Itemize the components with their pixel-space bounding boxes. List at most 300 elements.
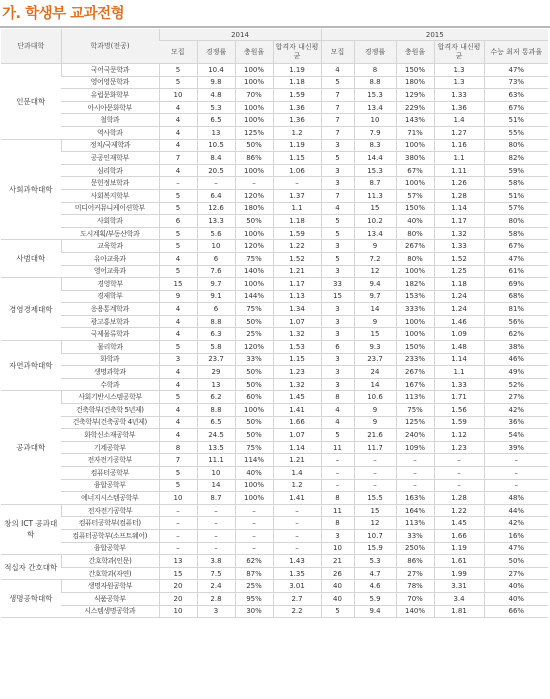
quota-2014: 10 [159,605,197,618]
fill-rate-2014: 100% [235,404,273,417]
quota-2014: 5 [159,479,197,492]
pass-rate-2015: 59% [484,164,548,177]
ratio-2014: 6 [197,303,235,316]
grade-avg-2015: 1.12 [434,429,484,442]
ratio-2015: 21.6 [354,429,396,442]
fill-rate-2015: 240% [396,429,434,442]
grade-avg-2015: 1.81 [434,605,484,618]
quota-2014: 3 [159,353,197,366]
fill-rate-2015: 75% [396,404,434,417]
grade-avg-2015: 1.33 [434,378,484,391]
fill-rate-2014: 95% [235,592,273,605]
quota-2014: – [159,517,197,530]
table-row [1,240,548,253]
fill-rate-2014: 50% [235,139,273,152]
grade-avg-2015: 1.09 [434,328,484,341]
quota-2015: 3 [321,378,354,391]
fill-rate-2014: 70% [235,89,273,102]
table-row [1,542,548,555]
quota-2014: 10 [159,492,197,505]
ratio-2014: 20.5 [197,164,235,177]
quota-2015: 3 [321,315,354,328]
quota-2015: 7 [321,114,354,127]
pass-rate-2015: 47% [484,252,548,265]
fill-rate-2015: 180% [396,76,434,89]
quota-2015: 5 [321,429,354,442]
ratio-2014: 10 [197,240,235,253]
dept-name: 사회기반시스템공학부 [61,391,159,404]
college-name: 인문대학 [1,64,61,140]
ratio-2015: 9 [354,404,396,417]
fill-rate-2014: 144% [235,290,273,303]
pass-rate-2015: 40% [484,580,548,593]
dept-name: 컴퓨터공학부(소프트웨어) [61,529,159,542]
table-row [1,429,548,442]
fill-rate-2014: 50% [235,378,273,391]
pass-rate-2015: 16% [484,529,548,542]
grade-avg-2014: 1.19 [273,139,321,152]
quota-2014: – [159,542,197,555]
fill-rate-2015: 80% [396,252,434,265]
fill-rate-2015: 143% [396,114,434,127]
quota-2014: 4 [159,303,197,316]
fill-rate-2015: 163% [396,492,434,505]
pass-rate-2015: 42% [484,404,548,417]
pass-rate-2015: 82% [484,152,548,165]
quota-2014: – [159,177,197,190]
fill-rate-2014: 25% [235,328,273,341]
pass-rate-2015: 80% [484,139,548,152]
quota-2015: 7 [321,189,354,202]
ratio-2015: 9.4 [354,278,396,291]
quota-2014: – [159,504,197,517]
grade-avg-2014: 1.53 [273,341,321,354]
ratio-2015: 23.7 [354,353,396,366]
grade-avg-2015: 1.1 [434,366,484,379]
table-row [1,454,548,467]
ratio-2014: 13 [197,126,235,139]
dept-name: 건축학부(건축학 5년제) [61,404,159,417]
table-row [1,164,548,177]
grade-avg-2015: – [434,479,484,492]
pass-rate-2015: 52% [484,378,548,391]
ratio-2014: 7.5 [197,567,235,580]
ratio-2015: 15.9 [354,542,396,555]
grade-avg-2015: 1.4 [434,114,484,127]
fill-rate-2014: 125% [235,126,273,139]
ratio-2014: 6.4 [197,189,235,202]
header-year-2014: 2014 [159,29,321,41]
header-2014-ratio: 경쟁률 [197,41,235,64]
pass-rate-2015: 68% [484,290,548,303]
fill-rate-2014: 100% [235,278,273,291]
fill-rate-2015: 164% [396,504,434,517]
ratio-2014: 6.3 [197,328,235,341]
dept-name: 화학과 [61,353,159,366]
quota-2014: 6 [159,215,197,228]
grade-avg-2015: 1.33 [434,240,484,253]
fill-rate-2014: 87% [235,567,273,580]
ratio-2014: 7.6 [197,265,235,278]
pass-rate-2015: 49% [484,366,548,379]
table-row [1,580,548,593]
pass-rate-2015: 47% [484,542,548,555]
page-title: 가. 학생부 교과전형 [2,6,125,22]
fill-rate-2014: 114% [235,454,273,467]
quota-2014: 15 [159,278,197,291]
grade-avg-2015: 1.56 [434,404,484,417]
ratio-2014: 12.6 [197,202,235,215]
table-row [1,252,548,265]
header-2015-fill: 충원율 [396,41,434,64]
college-name: 공과대학 [1,391,61,504]
fill-rate-2014: 75% [235,252,273,265]
grade-avg-2015: 1.48 [434,341,484,354]
ratio-2014: 8.8 [197,404,235,417]
grade-avg-2014: – [273,529,321,542]
college-name: 생명공학대학 [1,580,61,618]
pass-rate-2015: 55% [484,126,548,139]
pass-rate-2015: 39% [484,441,548,454]
ratio-2015: 15.5 [354,492,396,505]
pass-rate-2015: 27% [484,567,548,580]
fill-rate-2014: 100% [235,64,273,77]
ratio-2015: 9.4 [354,605,396,618]
table-row [1,177,548,190]
pass-rate-2015: 58% [484,227,548,240]
pass-rate-2015: – [484,479,548,492]
college-name: 경영경제대학 [1,278,61,341]
grade-avg-2015: 1.66 [434,529,484,542]
ratio-2015: 9.3 [354,341,396,354]
grade-avg-2015: 1.27 [434,126,484,139]
dept-name: 국어국문학과 [61,64,159,77]
dept-name: 미디어커뮤니케이션학부 [61,202,159,215]
fill-rate-2015: 57% [396,189,434,202]
ratio-2015: 15.3 [354,164,396,177]
fill-rate-2014: 50% [235,215,273,228]
ratio-2015: 15 [354,504,396,517]
grade-avg-2015: 1.32 [434,227,484,240]
table-row [1,101,548,114]
table-row [1,265,548,278]
grade-avg-2014: 1.15 [273,152,321,165]
ratio-2014: – [197,542,235,555]
pass-rate-2015: 67% [484,240,548,253]
ratio-2014: – [197,504,235,517]
fill-rate-2015: 109% [396,441,434,454]
grade-avg-2014: 1.32 [273,378,321,391]
grade-avg-2015: 1.25 [434,265,484,278]
pass-rate-2015: 81% [484,303,548,316]
table-row [1,391,548,404]
quota-2015: 8 [321,391,354,404]
dept-name: 기계공학부 [61,441,159,454]
pass-rate-2015: 63% [484,89,548,102]
quota-2015: 5 [321,152,354,165]
grade-avg-2014: 1.14 [273,441,321,454]
quota-2014: 9 [159,290,197,303]
quota-2015: 7 [321,126,354,139]
fill-rate-2015: 167% [396,378,434,391]
quota-2015: 3 [321,164,354,177]
grade-avg-2014: 1.15 [273,353,321,366]
ratio-2015: 12 [354,517,396,530]
fill-rate-2015: – [396,454,434,467]
grade-avg-2014: 1.59 [273,227,321,240]
quota-2015: 5 [321,215,354,228]
table-row [1,328,548,341]
grade-avg-2014: 3.01 [273,580,321,593]
grade-avg-2014: 1.06 [273,164,321,177]
ratio-2015: 9 [354,315,396,328]
quota-2014: 5 [159,64,197,77]
grade-avg-2014: 1.4 [273,467,321,480]
grade-avg-2015: 1.19 [434,542,484,555]
pass-rate-2015: 42% [484,517,548,530]
dept-name: 융합공학부 [61,479,159,492]
grade-avg-2015: 1.28 [434,492,484,505]
ratio-2015: 11.3 [354,189,396,202]
ratio-2015: 15 [354,328,396,341]
ratio-2015: 15.3 [354,89,396,102]
table-row [1,555,548,568]
grade-avg-2015: 3.31 [434,580,484,593]
fill-rate-2014: 100% [235,114,273,127]
quota-2015: – [321,479,354,492]
fill-rate-2015: 333% [396,303,434,316]
grade-avg-2014: – [273,177,321,190]
quota-2014: 4 [159,404,197,417]
quota-2015: 8 [321,517,354,530]
ratio-2014: 10 [197,467,235,480]
ratio-2014: 2.8 [197,592,235,605]
grade-avg-2014: – [273,542,321,555]
table-row [1,303,548,316]
fill-rate-2015: 27% [396,567,434,580]
fill-rate-2015: – [396,467,434,480]
grade-avg-2015: – [434,467,484,480]
grade-avg-2015: – [434,454,484,467]
pass-rate-2015: 80% [484,215,548,228]
ratio-2015: 9 [354,416,396,429]
quota-2014: 4 [159,429,197,442]
quota-2015: 10 [321,542,354,555]
quota-2014: 7 [159,454,197,467]
ratio-2014: 6.2 [197,391,235,404]
table-row [1,114,548,127]
fill-rate-2014: 100% [235,101,273,114]
quota-2014: 4 [159,126,197,139]
quota-2014: 20 [159,592,197,605]
fill-rate-2014: 140% [235,265,273,278]
fill-rate-2015: 100% [396,315,434,328]
quota-2014: 4 [159,315,197,328]
dept-name: 컴퓨터공학부 [61,467,159,480]
ratio-2014: 6.5 [197,416,235,429]
fill-rate-2014: – [235,542,273,555]
ratio-2014: 5.8 [197,341,235,354]
quota-2014: 7 [159,152,197,165]
pass-rate-2015: 38% [484,341,548,354]
pass-rate-2015: 47% [484,64,548,77]
grade-avg-2015: 1.26 [434,177,484,190]
dept-name: 컴퓨터공학부(컴퓨터) [61,517,159,530]
grade-avg-2014: 1.52 [273,252,321,265]
dept-name: 식품공학부 [61,592,159,605]
pass-rate-2015: 44% [484,504,548,517]
grade-avg-2015: 1.3 [434,76,484,89]
ratio-2015: – [354,467,396,480]
grade-avg-2015: 1.3 [434,64,484,77]
ratio-2015: 4.7 [354,567,396,580]
dept-name: 생명자원공학부 [61,580,159,593]
ratio-2014: 9.1 [197,290,235,303]
quota-2015: 40 [321,592,354,605]
grade-avg-2014: – [273,504,321,517]
college-name: 자연과학대학 [1,341,61,391]
quota-2014: 5 [159,227,197,240]
table-row [1,341,548,354]
ratio-2015: 14 [354,303,396,316]
ratio-2015: 5.9 [354,592,396,605]
dept-name: 공공인재학부 [61,152,159,165]
fill-rate-2015: 113% [396,391,434,404]
quota-2015: 5 [321,76,354,89]
fill-rate-2015: 380% [396,152,434,165]
fill-rate-2015: 70% [396,592,434,605]
pass-rate-2015: 62% [484,328,548,341]
college-name: 사범대학 [1,240,61,278]
dept-name: 에너지시스템공학부 [61,492,159,505]
dept-name: 국제물류학과 [61,328,159,341]
quota-2014: 4 [159,164,197,177]
ratio-2014: – [197,517,235,530]
ratio-2015: 4.6 [354,580,396,593]
table-row [1,441,548,454]
grade-avg-2014: 1.36 [273,114,321,127]
grade-avg-2015: 1.46 [434,315,484,328]
dept-name: 영어영문학과 [61,76,159,89]
fill-rate-2015: 78% [396,580,434,593]
fill-rate-2014: 40% [235,467,273,480]
ratio-2015: 9 [354,240,396,253]
quota-2014: 4 [159,252,197,265]
ratio-2015: 13.4 [354,101,396,114]
fill-rate-2015: 100% [396,328,434,341]
ratio-2015: 10.2 [354,215,396,228]
fill-rate-2014: 62% [235,555,273,568]
grade-avg-2015: 1.17 [434,215,484,228]
fill-rate-2015: 153% [396,290,434,303]
fill-rate-2014: 50% [235,429,273,442]
table-row [1,227,548,240]
pass-rate-2015: – [484,454,548,467]
quota-2014: 4 [159,416,197,429]
grade-avg-2014: 1.21 [273,454,321,467]
quota-2014: 5 [159,467,197,480]
pass-rate-2015: 73% [484,76,548,89]
quota-2015: 33 [321,278,354,291]
ratio-2015: 10.7 [354,529,396,542]
grade-avg-2014: 1.17 [273,278,321,291]
ratio-2015: 8.8 [354,76,396,89]
fill-rate-2015: 150% [396,64,434,77]
ratio-2014: 5.6 [197,227,235,240]
fill-rate-2015: 267% [396,366,434,379]
dept-name: 사회복지학부 [61,189,159,202]
table-row [1,353,548,366]
quota-2014: 15 [159,567,197,580]
quota-2014: 4 [159,101,197,114]
fill-rate-2014: 60% [235,391,273,404]
table-row [1,605,548,618]
quota-2014: 5 [159,202,197,215]
fill-rate-2014: 75% [235,441,273,454]
table-row [1,529,548,542]
dept-name: 응용통계학과 [61,303,159,316]
grade-avg-2014: 1.07 [273,315,321,328]
ratio-2015: 7.2 [354,252,396,265]
quota-2015: 6 [321,341,354,354]
ratio-2014: 3.8 [197,555,235,568]
ratio-2015: 13.4 [354,227,396,240]
fill-rate-2014: 120% [235,341,273,354]
fill-rate-2015: 125% [396,416,434,429]
fill-rate-2015: 40% [396,215,434,228]
pass-rate-2015: 54% [484,429,548,442]
grade-avg-2014: 1.34 [273,303,321,316]
grade-avg-2014: 1.18 [273,76,321,89]
fill-rate-2014: 120% [235,240,273,253]
grade-avg-2014: 1.43 [273,555,321,568]
dept-name: 경제학부 [61,290,159,303]
grade-avg-2014: 1.41 [273,492,321,505]
grade-avg-2014: 1.41 [273,404,321,417]
quota-2015: 3 [321,303,354,316]
quota-2015: 15 [321,290,354,303]
header-2015-grade: 합격자 내신평균 [434,41,484,64]
dept-name: 문헌정보학과 [61,177,159,190]
dept-name: 아시아문화학부 [61,101,159,114]
dept-name: 역사학과 [61,126,159,139]
ratio-2014: 8.4 [197,152,235,165]
quota-2015: – [321,454,354,467]
grade-avg-2014: 1.07 [273,429,321,442]
college-name: 적십자 간호대학 [1,555,61,580]
pass-rate-2015: 69% [484,278,548,291]
quota-2015: 7 [321,101,354,114]
quota-2014: 5 [159,265,197,278]
header-2015-pass: 수능 최저 통과율 [484,41,548,64]
grade-avg-2015: 1.22 [434,504,484,517]
quota-2015: 40 [321,580,354,593]
grade-avg-2015: 1.11 [434,164,484,177]
ratio-2015: 10 [354,114,396,127]
dept-name: 수학과 [61,378,159,391]
fill-rate-2014: 50% [235,366,273,379]
dept-name: 유아교육과 [61,252,159,265]
dept-name: 융합공학부 [61,542,159,555]
grade-avg-2015: 1.18 [434,278,484,291]
header-2015-ratio: 경쟁률 [354,41,396,64]
grade-avg-2014: 1.13 [273,290,321,303]
quota-2015: 5 [321,605,354,618]
grade-avg-2015: 1.23 [434,441,484,454]
grade-avg-2014: 1.1 [273,202,321,215]
quota-2015: 11 [321,504,354,517]
quota-2014: 4 [159,139,197,152]
